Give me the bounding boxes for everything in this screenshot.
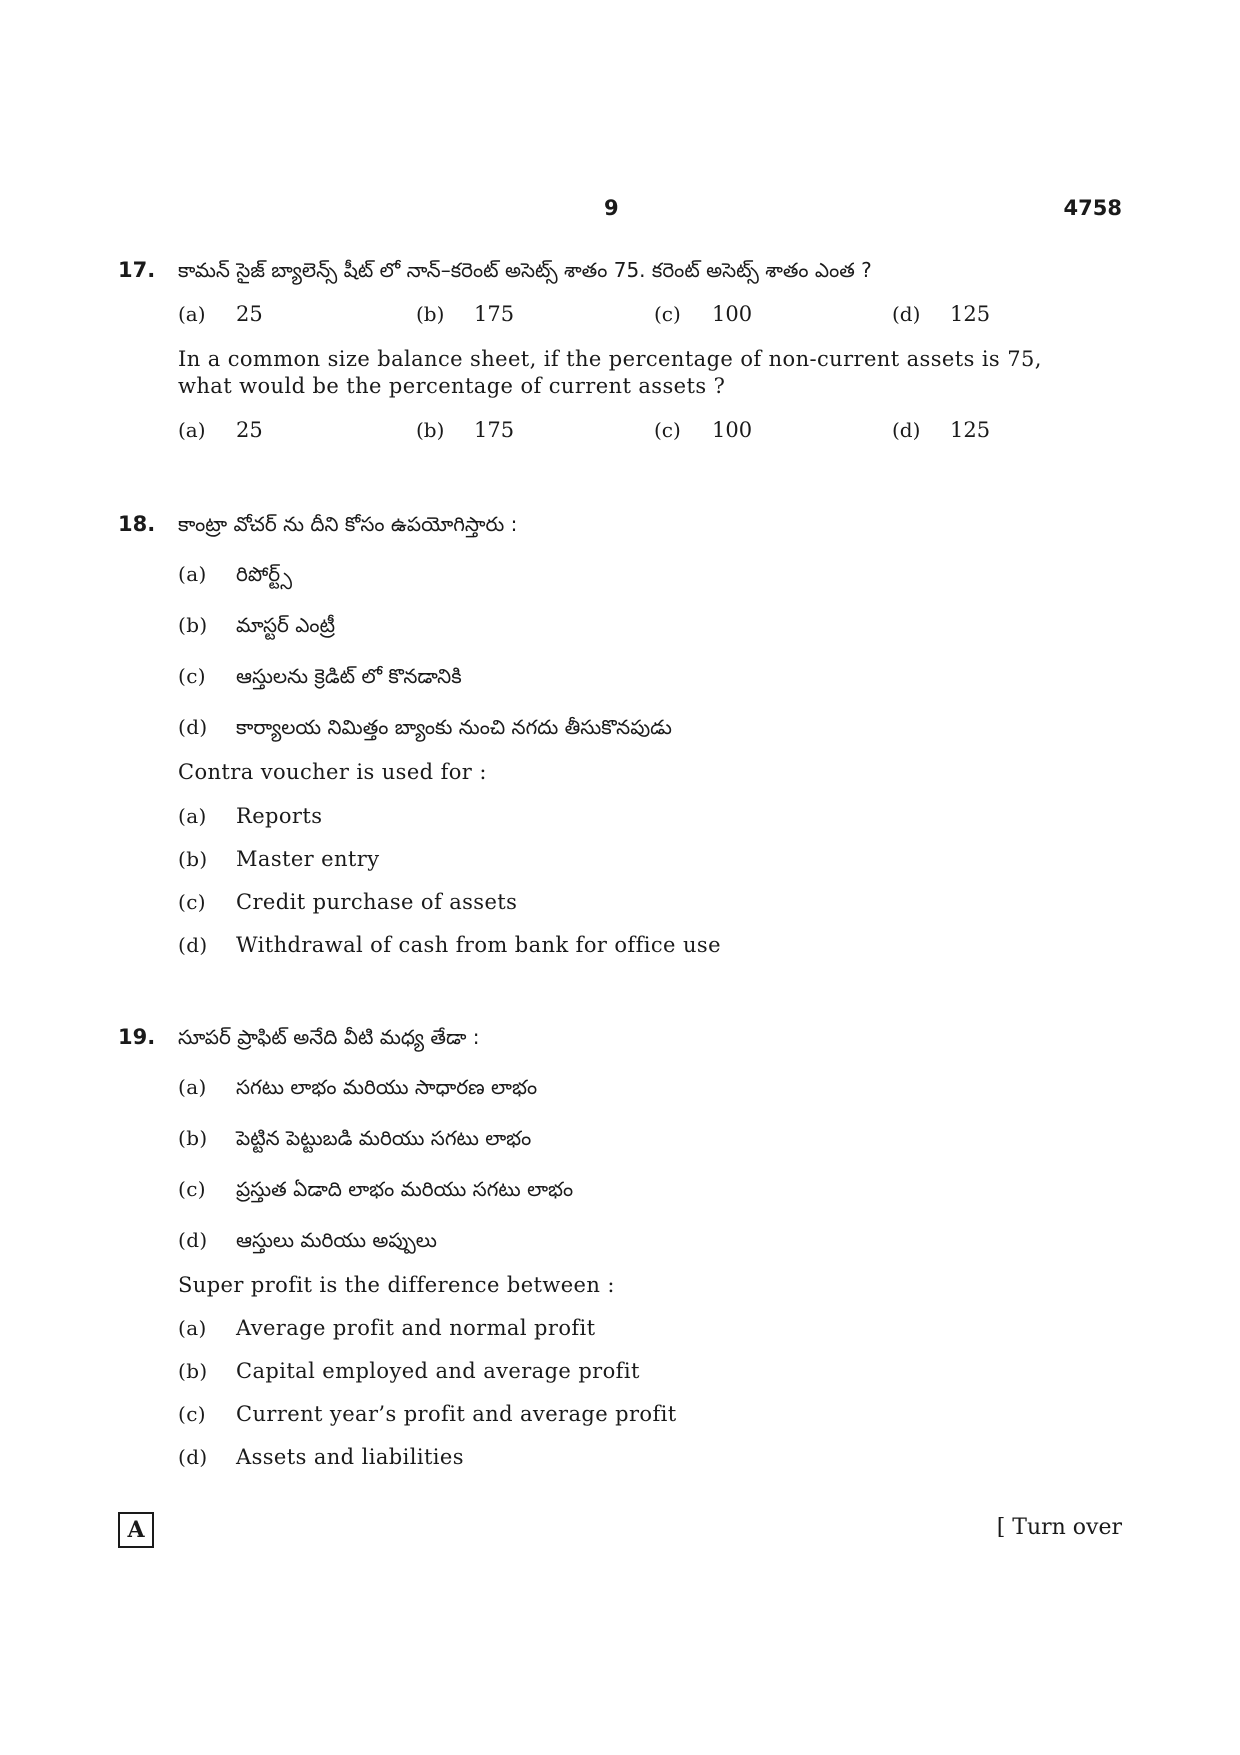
option-label: (b) [416,302,445,326]
option-a[interactable] [178,302,263,326]
option-label: (b) [416,418,445,442]
option-label: (a) [178,302,206,326]
option-a[interactable] [178,562,292,591]
option-label: (c) [654,302,681,326]
paper-code: 4758 [1063,196,1122,220]
option-label: (b) [178,847,208,871]
question-text-telugu: సూపర్ ప్రాఫిట్ అనేది వీటి మధ్య తేడా : [178,1025,480,1049]
option-label: (c) [654,418,681,442]
page-number: 9 [604,196,619,220]
option-label: (b) [178,613,208,637]
option-a[interactable] [178,1075,537,1104]
option-b[interactable] [178,613,335,642]
option-text: మాస్టర్ ఎంట్రీ [236,613,336,637]
option-text: ప్రస్తుత ఏడాది లాభం మరియు సగటు లాభం [236,1177,574,1201]
option-label: (d) [178,933,208,957]
option-b[interactable] [178,1126,531,1155]
option-b[interactable] [416,302,514,326]
option-c[interactable] [178,890,517,914]
option-label: (d) [892,418,921,442]
option-label: (d) [178,1228,208,1252]
option-text: ఆస్తులను క్రెడిట్ లో కొనడానికి [236,664,462,688]
option-b[interactable] [178,1359,640,1383]
option-text: Reports [236,804,323,828]
options-row-telugu [178,302,1078,332]
option-c[interactable] [178,1402,677,1426]
turn-over-note: [ Turn over [996,1515,1122,1540]
option-label: (b) [178,1126,208,1150]
option-text: Master entry [236,847,380,871]
option-d[interactable] [178,1445,464,1469]
option-text: Assets and liabilities [236,1445,464,1469]
question-number: 19. [118,1025,156,1049]
option-text: 25 [236,302,263,326]
option-text: 25 [236,418,263,442]
option-b[interactable] [178,847,379,871]
question-number: 17. [118,258,156,282]
option-text: రిపోర్ట్స్ [236,562,292,586]
question-text-english: In a common size balance sheet, if the percentage of non-current assets is 75, what would be the percentage of current assets ? [178,347,1042,398]
option-a[interactable] [178,418,263,442]
options-row-english [178,418,1078,448]
option-label: (c) [178,1177,207,1201]
option-text: ఆస్తులు మరియు అప్పులు [236,1228,437,1252]
option-text: సగటు లాభం మరియు సాధారణ లాభం [236,1075,538,1099]
question-text-telugu: కాంట్రా వోచర్ ను దీని కోసం ఉపయోగిస్తారు : [178,512,518,536]
option-c[interactable] [654,302,752,326]
option-text: 100 [712,302,753,326]
option-d[interactable] [178,933,721,957]
option-text: కార్యాలయ నిమిత్తం బ్యాంకు నుంచి నగదు తీసుకొనపుడు [236,715,672,739]
option-label: (d) [178,1445,208,1469]
option-label: (a) [178,804,207,828]
option-a[interactable] [178,804,322,828]
question-text-english: Contra voucher is used for : [178,760,487,784]
option-text: Credit purchase of assets [236,890,518,914]
option-label: (b) [178,1359,208,1383]
option-text: Average profit and normal profit [236,1316,596,1340]
option-label: (c) [178,890,207,914]
option-label: (d) [178,715,208,739]
option-text: 125 [950,418,991,442]
option-label: (a) [178,1075,207,1099]
option-text: పెట్టిన పెట్టుబడి మరియు సగటు లాభం [236,1126,532,1150]
option-label: (c) [178,1402,207,1426]
option-text: Capital employed and average profit [236,1359,640,1383]
question-number: 18. [118,512,156,536]
option-text: Withdrawal of cash from bank for office use [236,933,721,957]
option-a[interactable] [178,1316,595,1340]
option-text: 175 [474,302,515,326]
option-c[interactable] [654,418,752,442]
option-b[interactable] [416,418,514,442]
option-d[interactable] [178,715,672,744]
option-d[interactable] [892,418,990,442]
series-box: A [118,1512,154,1548]
option-text: 125 [950,302,991,326]
option-text: Current year’s profit and average profit [236,1402,677,1426]
option-text: 175 [474,418,515,442]
option-label: (a) [178,1316,207,1340]
option-label: (a) [178,418,206,442]
option-text: 100 [712,418,753,442]
option-label: (d) [892,302,921,326]
question-text-english: Super profit is the difference between : [178,1273,615,1297]
option-label: (c) [178,664,207,688]
option-d[interactable] [178,1228,437,1257]
question-text-telugu: కామన్ సైజ్ బ్యాలెన్స్ షీట్ లో నాన్–కరెంట్ అసెట్స్ శాతం 75. కరెంట్ అసెట్స్ శాతం ఎంత ? [178,258,872,282]
option-label: (a) [178,562,207,586]
option-d[interactable] [892,302,990,326]
option-c[interactable] [178,1177,573,1206]
option-c[interactable] [178,664,462,693]
